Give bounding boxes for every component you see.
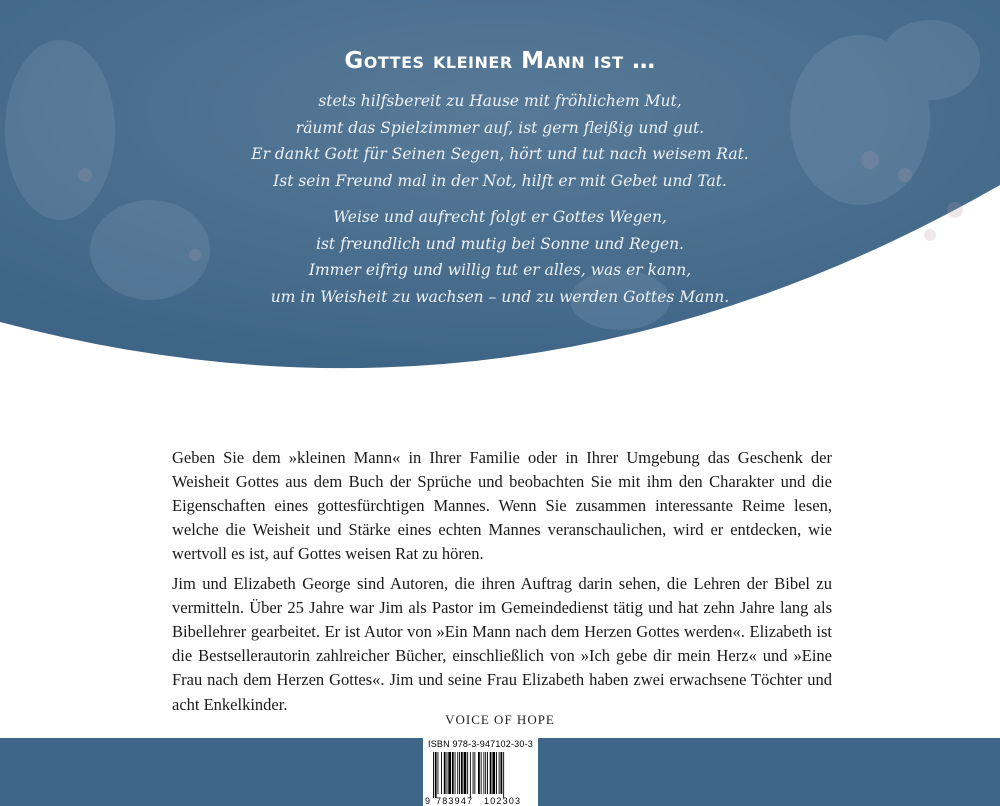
poem-line: räumt das Spielzimmer auf, ist gern fleißig und gut. — [295, 118, 705, 137]
barcode-bar — [503, 752, 504, 798]
barcode-bar — [464, 752, 467, 794]
poem-line: Ist sein Freund mal in der Not, hilft er mit Gebet und Tat. — [273, 171, 727, 190]
barcode-bar — [447, 752, 448, 794]
barcode-bar — [492, 752, 495, 794]
barcode-bar — [441, 752, 442, 794]
barcode-bar — [444, 752, 446, 794]
barcode-bar — [485, 752, 486, 794]
barcode-bar — [470, 752, 471, 798]
barcode-bar — [435, 752, 437, 798]
barcode-bar — [501, 752, 503, 794]
barcode-bar — [473, 752, 474, 794]
barcode-bar — [438, 752, 439, 794]
barcode-bar — [487, 752, 488, 794]
barcode-bar — [496, 752, 497, 794]
barcode-bar — [474, 752, 475, 794]
barcode-digits-left: 783947 — [436, 796, 474, 806]
poem-stanza-1 — [0, 88, 1000, 194]
barcode-bar — [455, 752, 456, 794]
barcode-digits-right: 102303 — [484, 796, 522, 806]
poem-title: Gottes kleiner Mann ist … — [344, 48, 656, 74]
barcode-bar — [459, 752, 460, 794]
poem-line: Weise und aufrecht folgt er Gottes Wegen, — [333, 208, 667, 226]
publisher-name: VOICE OF HOPE — [445, 712, 555, 727]
poem-line: stets hilfsbereit zu Hause mit fröhlichem Mut, — [318, 92, 682, 110]
barcode-bar — [483, 752, 484, 794]
isbn-label: ISBN 978-3-947102-30-3 — [428, 739, 533, 749]
barcode-bar — [478, 752, 480, 794]
poem-line: um in Weisheit zu wachsen – und zu werden Gottes Mann. — [270, 287, 730, 306]
poem-line: ist freundlich und mutig bei Sonne und Regen. — [316, 234, 684, 253]
barcode-bar — [448, 752, 451, 794]
barcode-bar — [490, 752, 492, 794]
isbn-barcode-box — [423, 738, 538, 806]
barcode — [423, 752, 538, 806]
author-bio-paragraph: Jim und Elizabeth George sind Autoren, die ihren Auftrag darin sehen, die Lehren der Bibel zu vermitteln. Über 25 Jahre war Jim als Pastor im Gemeindedienst tätig und hat zehn Jahre lang als Bibellehrer gearbeitet. Er ist Autor von »Ein Mann nach dem Herzen Gottes werden«. Elizabeth ist die Bestsellerautorin zahlreicher Bücher, einschließlich von »Ich gebe dir mein Herz« und »Eine Frau nach dem Herzen Gottes«. Jim und seine Frau Elizabeth haben zwei erwachsene Töchter und acht Enkelkinder. — [172, 573, 832, 714]
poem-line: Er dankt Gott für Seinen Segen, hört und tut nach weisem Rat. — [251, 145, 749, 163]
barcode-bar — [499, 752, 500, 794]
barcode-bar — [461, 752, 463, 794]
book-description-paragraph: Geben Sie dem »kleinen Mann« in Ihrer Familie oder in Ihrer Umgebung das Geschenk der Weisheit Gottes aus dem Buch der Sprüche und beobachten Sie mit ihm den Charakter und die Eigenschaften eines gottesfürchtigen Mannes. Wenn Sie zusammen interessante Reime lesen, welche die Weisheit und Stärke eines echten Mannes veranschaulichen, wird er entdecken, wie wertvoll es ist, auf Gottes weisen Rat zu hören. — [172, 447, 832, 564]
barcode-bar — [467, 752, 468, 794]
barcode-bar — [433, 752, 434, 798]
barcode-bar — [481, 752, 482, 794]
barcode-bar — [452, 752, 454, 794]
barcode-digit-prefix: 9 — [425, 796, 431, 806]
poem-stanza-2 — [0, 204, 1000, 310]
barcode-bar — [457, 752, 458, 794]
poem-line: Immer eifrig und willig tut er alles, was er kann, — [308, 261, 692, 279]
